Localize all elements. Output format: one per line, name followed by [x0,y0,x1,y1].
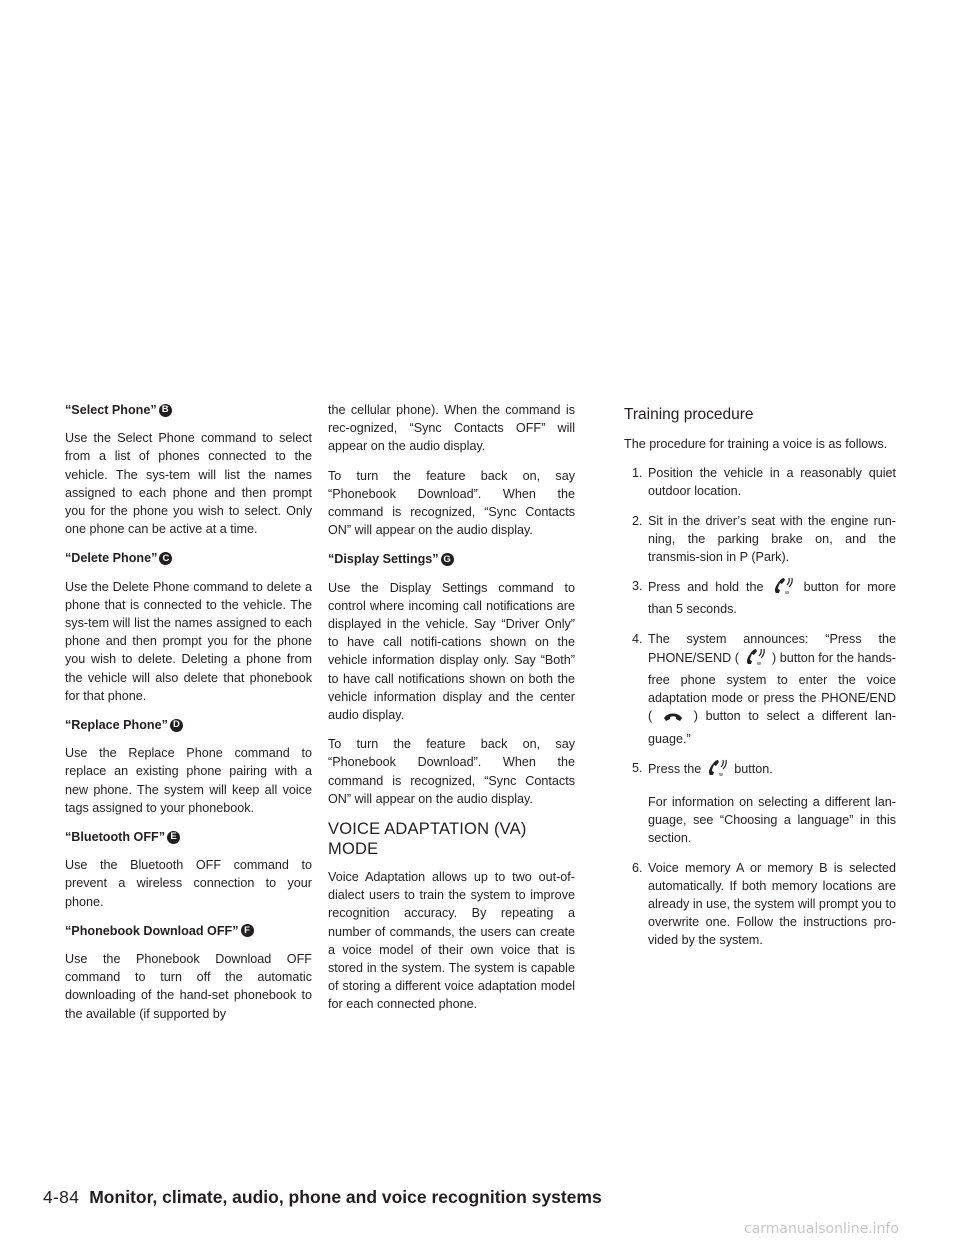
step-text: Press and hold the [648,580,764,595]
phone-send-voice-icon [707,759,729,782]
phone-send-voice-icon [745,648,767,671]
list-item [624,577,896,618]
phonebook-download-off-text: Use the Phonebook Download OFF command to turn off the automatic downloading of the hand-set phonebook to the available (if supported by [65,952,312,1021]
page-footer [43,1187,602,1208]
list-item [624,759,896,848]
svg-text:w: w [784,590,789,596]
svg-text:w: w [718,771,723,777]
step-text: button. [734,761,773,776]
step-text: Voice memory A or memory B is selected automatically. If both memory locations are already in use, the system will prompt you to overwrite one. Follow the instructions pro-vided by the system. [648,860,896,948]
bluetooth-off-heading [65,828,312,846]
voice-adaptation-text: Voice Adaptation allows up to two out-of-dialect users to train the system to improve recognition accuracy. By repeating a number of commands, the users can create a voice model of their own voice that is stored in the system. The system is capable of storing a different voice adaptation model for each connected phone. [328,870,575,1012]
step-number: 4. [632,631,643,646]
intro-text: The procedure for training a voice is as follows. [624,437,888,451]
phone-end-icon [662,710,684,729]
display-settings-heading [328,550,575,568]
step-number: 6. [632,860,643,875]
phone-send-voice-icon [773,577,795,600]
step-note: For information on selecting a different lan-guage, see “Choosing a language” in this section. [648,795,896,846]
step-text: Press the [648,761,702,776]
delete-phone-heading [65,549,312,567]
step-number: 5. [632,760,643,775]
replace-phone-text: Use the Replace Phone command to replace an existing phone pairing with a new phone. The system will keep all voice tags assigned to your phonebook. [65,746,312,815]
chapter-title: Monitor, climate, audio, phone and voice recognition systems [89,1187,602,1207]
paragraph: the cellular phone). When the command is rec-ognized, “Sync Contacts OFF” will appear on the audio display. [328,403,575,454]
display-settings-text: Use the Display Settings command to control where incoming call notifications are displayed in the vehicle. Say “Driver Only” to have call notifi-cations shown on the vehicle information display only. Say “Both” to have call notifications shown on both the vehicle information display and the center audio display. [328,580,575,723]
step-text: ) button for the hands-free phone system to enter the voice adaptation mode or press the PHONE/END ( [648,650,896,724]
heading-text: “Bluetooth OFF” [65,830,166,845]
step-text: Position the vehicle in a reasonably quiet outdoor location. [648,466,896,499]
heading-text: “Replace Phone” [65,718,168,733]
column-left [65,401,312,1034]
step-text: button for more than 5 seconds. [648,580,896,617]
step-number: 1. [632,466,643,481]
step-number: 3. [632,579,643,594]
list-item [624,512,896,567]
select-phone-heading [65,401,312,419]
heading-text: “Delete Phone” [65,551,158,566]
step-number: 2. [632,513,643,528]
column-right [624,401,896,961]
step-text: The system announces: “Press the PHONE/SEND ( [648,631,896,665]
paragraph: To turn the feature back on, say “Phonebook Download”. When the command is recognized, “Sync Contacts ON” will appear on the audio display. [328,737,575,806]
column-middle [328,401,575,1025]
svg-text:w: w [756,660,761,666]
heading-text: “Select Phone” [65,403,157,417]
heading-text: “Display Settings” [328,552,439,567]
page-number: 4-84 [43,1187,80,1207]
list-item [624,859,896,950]
step-text: Sit in the driver’s seat with the engine run-ning, the parking brake on, and the transmis-sion in P (Park). [648,513,896,565]
phonebook-download-off-heading [65,922,312,940]
delete-phone-text: Use the Delete Phone command to delete a phone that is connected to the vehicle. The sys-tem will list the names assigned to each phone and then prompt you for the phone you wish to delete. Deleting a phone from the vehicle will also delete that phonebook for that phone. [65,579,312,703]
section-title: VOICE ADAPTATION (VA) MODE [328,820,527,859]
callout-marker: C [159,552,172,565]
callout-marker: F [241,924,254,937]
heading-text: “Phonebook Download OFF” [65,923,239,938]
replace-phone-heading [65,716,312,734]
watermark: carmanualsonline.info [744,1221,899,1237]
step-text: ) button to select a different lan-guage.” [648,709,897,746]
select-phone-text: Use the Select Phone command to select from a list of phones connected to the vehicle. The sys-tem will list the names assigned to each phone and then prompt you for the phone you wish to select. Only one phone can be active at a time. [65,431,312,537]
paragraph: To turn the feature back on, say “Phonebook Download”. When the command is recognized, “Sync Contacts ON” will appear on the audio display. [328,468,575,538]
procedure-list [624,464,896,949]
list-item [624,630,896,748]
callout-marker: B [159,404,172,417]
callout-marker: D [170,719,183,732]
list-item [624,464,896,500]
bluetooth-off-text: Use the Bluetooth OFF command to prevent a wireless connection to your phone. [65,858,312,909]
callout-marker: G [441,553,454,566]
callout-marker: E [167,831,180,844]
subsection-title: Training procedure [624,406,754,423]
